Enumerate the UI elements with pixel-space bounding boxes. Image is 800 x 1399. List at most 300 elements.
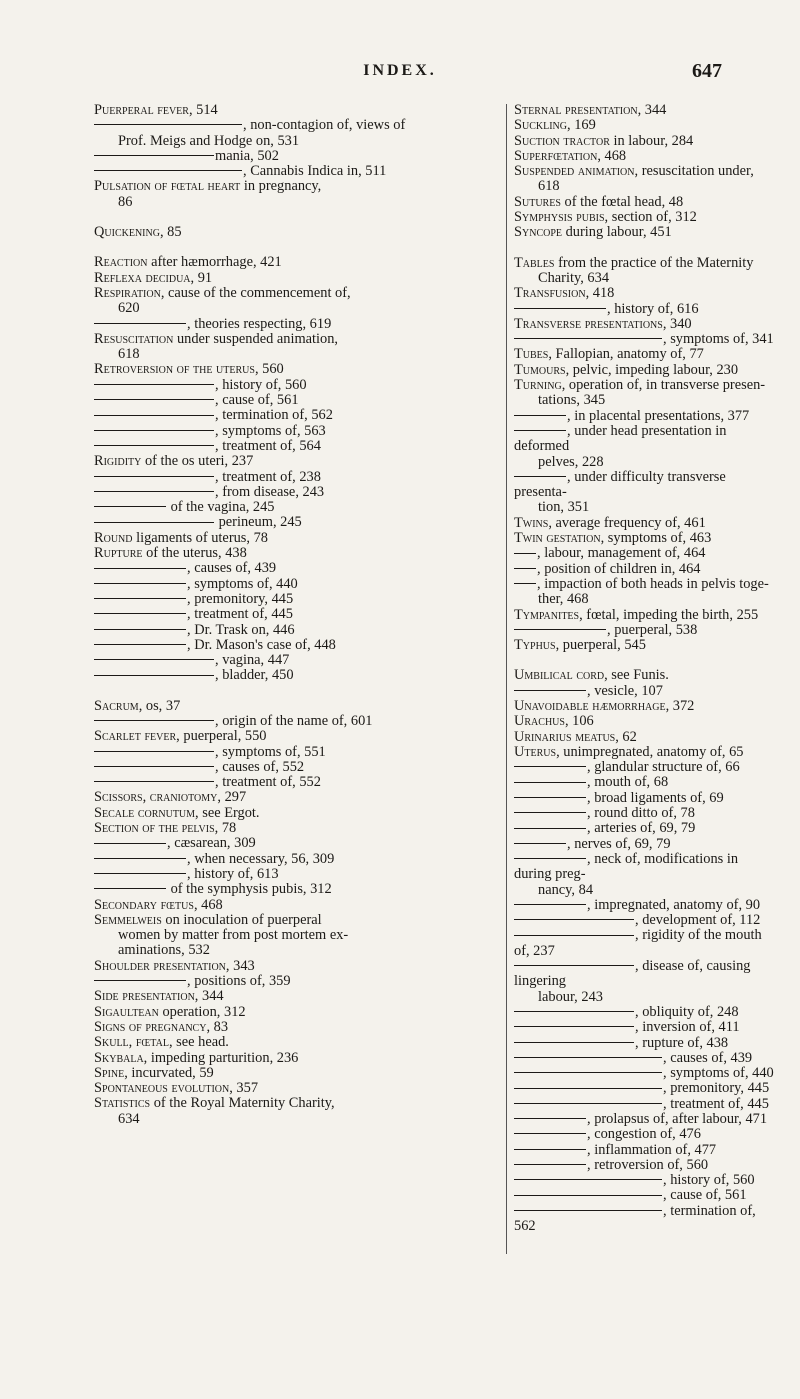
index-locator: , 78 bbox=[214, 820, 237, 837]
index-subentry bbox=[514, 1173, 776, 1188]
index-locator: , nerves of, 69, 79 bbox=[567, 835, 671, 852]
index-locator: , cause of, 561 bbox=[215, 392, 299, 409]
index-headword: Twin gestation bbox=[514, 530, 601, 547]
ditto-rule bbox=[94, 415, 214, 416]
index-subentry bbox=[514, 837, 776, 852]
index-headword: Reflexa decidua bbox=[94, 269, 191, 286]
ditto-rule bbox=[514, 904, 586, 905]
index-subentry bbox=[94, 515, 496, 530]
index-locator: from the practice of the Maternity bbox=[554, 254, 754, 271]
index-locator: , 357 bbox=[229, 1080, 259, 1097]
index-subentry bbox=[514, 852, 776, 883]
ditto-rule bbox=[94, 583, 186, 584]
ditto-rule bbox=[514, 1210, 662, 1211]
ditto-rule bbox=[94, 445, 214, 446]
index-locator: of the vagina, 245 bbox=[167, 499, 275, 516]
ditto-rule bbox=[94, 720, 214, 721]
index-subentry bbox=[514, 806, 776, 821]
index-entry bbox=[514, 149, 776, 164]
ditto-rule bbox=[514, 797, 586, 798]
index-locator: , round ditto of, 78 bbox=[587, 805, 695, 822]
index-entry-continuation bbox=[514, 592, 776, 607]
index-locator: , 85 bbox=[159, 224, 182, 241]
index-entry bbox=[514, 118, 776, 133]
index-entry-continuation bbox=[94, 347, 496, 362]
ditto-rule bbox=[94, 781, 214, 782]
index-subentry bbox=[94, 760, 496, 775]
index-locator: of the os uteri, 237 bbox=[141, 453, 254, 470]
ditto-rule bbox=[514, 583, 536, 584]
index-locator: , 169 bbox=[567, 117, 596, 134]
index-locator: , cause of, 561 bbox=[663, 1187, 747, 1204]
ditto-rule bbox=[94, 598, 186, 599]
index-locator: , treatment of, 564 bbox=[215, 437, 321, 454]
index-locator: ligaments of uterus, 78 bbox=[132, 529, 268, 546]
index-locator: , under head presentation in deformed bbox=[514, 422, 727, 455]
index-entry bbox=[94, 1051, 496, 1066]
index-entry bbox=[514, 714, 776, 729]
index-entry-continuation bbox=[94, 943, 496, 958]
index-locator: , see head. bbox=[168, 1034, 229, 1051]
index-locator: , 91 bbox=[190, 269, 213, 286]
index-locator: , broad ligaments of, 69 bbox=[587, 789, 724, 806]
index-locator: 620 bbox=[118, 300, 140, 317]
ditto-rule bbox=[94, 522, 214, 523]
index-subentry bbox=[514, 1066, 776, 1081]
index-headword: Suckling bbox=[514, 117, 567, 134]
index-locator: , resuscitation under, bbox=[634, 163, 754, 180]
index-locator: , 343 bbox=[225, 957, 255, 974]
index-subentry bbox=[514, 470, 776, 501]
ditto-rule bbox=[514, 690, 586, 691]
index-subentry bbox=[94, 623, 496, 638]
ditto-rule bbox=[94, 170, 242, 171]
index-locator: mania, 502 bbox=[215, 147, 279, 164]
ditto-rule bbox=[514, 553, 536, 554]
ditto-rule bbox=[94, 858, 186, 859]
column-divider bbox=[506, 104, 507, 1254]
index-locator: after hæmorrhage, 421 bbox=[147, 254, 282, 271]
index-locator: , impeding parturition, 236 bbox=[143, 1049, 299, 1066]
index-locator: , symptoms of, 440 bbox=[663, 1065, 774, 1082]
index-locator: of the symphysis pubis, 312 bbox=[167, 881, 332, 898]
index-locator: , rupture of, 438 bbox=[635, 1034, 729, 1051]
index-headword: Tympanites bbox=[514, 606, 580, 623]
ditto-rule bbox=[514, 1072, 662, 1073]
index-headword: Quickening bbox=[94, 224, 160, 241]
index-locator: , treatment of, 445 bbox=[663, 1095, 769, 1112]
index-locator: , vesicle, 107 bbox=[587, 682, 663, 699]
index-locator: , 560 bbox=[254, 361, 284, 378]
index-headword: Umbilical cord bbox=[514, 667, 605, 684]
index-locator: , unimpregnated, anatomy of, 65 bbox=[556, 743, 744, 760]
index-locator: , congestion of, 476 bbox=[587, 1126, 701, 1143]
index-subentry bbox=[514, 791, 776, 806]
index-locator: , puerperal, 538 bbox=[607, 621, 698, 638]
index-subentry bbox=[94, 592, 496, 607]
index-locator: , retroversion of, 560 bbox=[587, 1156, 709, 1173]
ditto-rule bbox=[514, 828, 586, 829]
index-entry bbox=[514, 699, 776, 714]
index-locator: , 344 bbox=[637, 102, 667, 118]
index-locator: , puerperal, 545 bbox=[555, 637, 646, 654]
index-entry bbox=[514, 134, 776, 149]
index-headword: Tables bbox=[514, 254, 555, 271]
index-locator: , history of, 560 bbox=[663, 1172, 755, 1189]
index-entry bbox=[94, 790, 496, 805]
ditto-rule bbox=[514, 1164, 586, 1165]
ditto-rule bbox=[514, 1195, 662, 1196]
index-locator: , rigidity of the mouth of, 237 bbox=[514, 927, 762, 959]
ditto-rule bbox=[94, 399, 214, 400]
index-column-left bbox=[94, 103, 496, 1127]
index-entry-continuation bbox=[94, 928, 496, 943]
index-locator: , impregnated, anatomy of, 90 bbox=[587, 896, 761, 913]
index-locator: , origin of the name of, 601 bbox=[215, 712, 373, 729]
index-locator: , neck of, modifications in during preg- bbox=[514, 850, 739, 883]
index-subentry bbox=[514, 562, 776, 577]
index-locator: 618 bbox=[118, 346, 140, 363]
index-locator: Prof. Meigs and Hodge on, 531 bbox=[118, 132, 300, 149]
index-subentry bbox=[94, 408, 496, 423]
index-subentry bbox=[94, 393, 496, 408]
index-locator: , see Funis. bbox=[604, 667, 669, 684]
index-locator: ther, 468 bbox=[538, 591, 589, 608]
index-locator: , incurvated, 59 bbox=[124, 1064, 214, 1081]
ditto-rule bbox=[94, 613, 186, 614]
index-locator: , treatment of, 238 bbox=[215, 468, 321, 485]
index-subentry bbox=[94, 745, 496, 760]
ditto-rule bbox=[94, 980, 186, 981]
index-subentry bbox=[514, 1097, 776, 1112]
index-entry bbox=[514, 164, 776, 179]
index-locator: , when necessary, 56, 309 bbox=[187, 850, 335, 867]
index-subentry bbox=[514, 424, 776, 455]
index-subentry bbox=[94, 867, 496, 882]
index-entry bbox=[94, 898, 496, 913]
index-headword: Urachus bbox=[514, 713, 565, 730]
index-locator: nancy, 84 bbox=[538, 881, 594, 898]
index-entry bbox=[94, 1035, 496, 1050]
index-entry-continuation bbox=[94, 134, 496, 149]
index-entry bbox=[94, 271, 496, 286]
index-headword: Unavoidable hæmorrhage bbox=[514, 697, 666, 714]
index-locator: , disease of, causing lingering bbox=[514, 958, 751, 990]
ditto-rule bbox=[514, 782, 586, 783]
index-entry bbox=[514, 668, 776, 683]
index-entry bbox=[514, 347, 776, 362]
index-locator: tations, 345 bbox=[538, 392, 606, 409]
index-subentry bbox=[514, 928, 776, 959]
ditto-rule bbox=[514, 965, 634, 966]
index-headword: Retroversion of the uterus bbox=[94, 361, 255, 378]
index-locator: , treatment of, 445 bbox=[187, 606, 293, 623]
ditto-rule bbox=[94, 506, 166, 507]
index-locator: , symptoms of, 563 bbox=[215, 422, 326, 439]
index-subentry bbox=[94, 836, 496, 851]
index-headword: Respiration bbox=[94, 284, 161, 301]
ditto-rule bbox=[94, 491, 214, 492]
index-entry bbox=[514, 103, 776, 118]
index-subentry bbox=[514, 302, 776, 317]
ditto-rule bbox=[94, 659, 214, 660]
index-locator: , prolapsus of, after labour, 471 bbox=[587, 1111, 768, 1127]
index-headword: Syncope bbox=[514, 224, 563, 241]
ditto-rule bbox=[514, 1026, 634, 1027]
ditto-rule bbox=[94, 629, 186, 630]
index-locator: , causes of, 439 bbox=[187, 560, 277, 577]
index-entry bbox=[94, 959, 496, 974]
index-locator: , mouth of, 68 bbox=[587, 774, 669, 791]
index-entry bbox=[514, 730, 776, 745]
index-locator: , 372 bbox=[665, 697, 695, 714]
index-entry bbox=[94, 989, 496, 1004]
index-subentry bbox=[94, 317, 496, 332]
ditto-rule bbox=[514, 1133, 586, 1134]
ditto-rule bbox=[514, 1057, 662, 1058]
index-locator: , 340 bbox=[662, 315, 692, 332]
index-locator: 634 bbox=[118, 1110, 140, 1127]
index-subentry bbox=[94, 424, 496, 439]
index-locator: , Cannabis Indica in, 511 bbox=[243, 163, 387, 180]
index-locator: , 468 bbox=[193, 896, 223, 913]
index-entry bbox=[94, 362, 496, 377]
index-subentry bbox=[514, 775, 776, 790]
index-entry bbox=[94, 225, 496, 240]
index-locator: , symptoms of, 463 bbox=[600, 530, 712, 547]
index-locator: , theories respecting, 619 bbox=[187, 315, 332, 332]
index-subentry bbox=[94, 852, 496, 867]
index-entry bbox=[94, 531, 496, 546]
index-entry bbox=[514, 516, 776, 531]
index-locator: , impaction of both heads in pelvis toge- bbox=[537, 575, 769, 592]
index-headword: Tubes bbox=[514, 346, 549, 363]
ditto-rule bbox=[514, 843, 566, 844]
ditto-rule bbox=[514, 1011, 634, 1012]
index-subentry bbox=[514, 409, 776, 424]
ditto-rule bbox=[514, 766, 586, 767]
index-headword: Scarlet fever bbox=[94, 728, 177, 745]
index-subentry bbox=[94, 439, 496, 454]
index-entry bbox=[94, 806, 496, 821]
index-headword: Round bbox=[94, 529, 133, 546]
ditto-rule bbox=[94, 873, 186, 874]
index-locator: , cause of the commencement of, bbox=[160, 284, 351, 301]
index-entry bbox=[514, 745, 776, 760]
index-headword: Turning bbox=[514, 377, 562, 394]
ditto-rule bbox=[94, 675, 214, 676]
ditto-rule bbox=[94, 476, 214, 477]
index-locator: , operation of, in transverse presen- bbox=[561, 377, 766, 394]
ditto-rule bbox=[94, 430, 214, 431]
index-subentry bbox=[94, 500, 496, 515]
index-headword: Superfœtation bbox=[514, 147, 598, 164]
ditto-rule bbox=[514, 430, 566, 431]
index-entry-continuation bbox=[94, 195, 496, 210]
index-locator: , causes of, 439 bbox=[663, 1049, 753, 1066]
index-headword: Sigaultean bbox=[94, 1003, 159, 1020]
index-entry bbox=[514, 531, 776, 546]
index-locator: , 418 bbox=[585, 285, 615, 302]
index-headword: Urinarius meatus bbox=[514, 728, 616, 745]
index-entry bbox=[94, 255, 496, 270]
index-locator: , Dr. Mason's case of, 448 bbox=[187, 636, 336, 653]
ditto-rule bbox=[94, 751, 214, 752]
index-headword: Transverse presentations bbox=[514, 315, 663, 332]
ditto-rule bbox=[514, 858, 586, 859]
index-headword: Rupture bbox=[94, 545, 143, 562]
index-locator: , symptoms of, 440 bbox=[187, 575, 298, 592]
index-subentry bbox=[514, 821, 776, 836]
index-entry bbox=[94, 1020, 496, 1035]
index-headword: Puerperal fever bbox=[94, 102, 189, 118]
index-locator: , average frequency of, 461 bbox=[548, 514, 706, 531]
index-locator: , obliquity of, 248 bbox=[635, 1003, 739, 1020]
index-locator: , bladder, 450 bbox=[215, 667, 294, 684]
index-locator: , non-contagion of, views of bbox=[243, 117, 406, 134]
index-entry bbox=[94, 699, 496, 714]
index-headword: Rigidity bbox=[94, 453, 142, 470]
index-headword: Uterus bbox=[514, 743, 557, 760]
index-subentry bbox=[514, 1051, 776, 1066]
index-locator: , section of, 312 bbox=[604, 209, 697, 226]
index-entry bbox=[94, 1081, 496, 1096]
ditto-rule bbox=[514, 1179, 662, 1180]
index-locator: of the Royal Maternity Charity, bbox=[150, 1095, 335, 1112]
index-locator: , 514 bbox=[188, 102, 218, 118]
index-locator: , development of, 112 bbox=[635, 912, 761, 929]
index-entry bbox=[94, 1096, 496, 1111]
index-headword: Transfusion bbox=[514, 285, 586, 302]
index-headword: Skybala bbox=[94, 1049, 144, 1066]
index-locator: , 106 bbox=[564, 713, 594, 730]
index-subentry bbox=[514, 684, 776, 699]
index-locator: , premonitory, 445 bbox=[663, 1080, 770, 1097]
index-entry bbox=[514, 286, 776, 301]
index-headword: Side presentation bbox=[94, 988, 195, 1005]
index-locator: in labour, 284 bbox=[609, 132, 694, 149]
index-locator: , vagina, 447 bbox=[215, 652, 290, 669]
index-locator: , treatment of, 552 bbox=[215, 774, 321, 791]
index-headword: Tumours bbox=[514, 361, 566, 378]
ditto-rule bbox=[514, 568, 536, 569]
index-headword: Scissors, craniotomy bbox=[94, 789, 218, 806]
ditto-rule bbox=[94, 384, 214, 385]
index-entry-continuation bbox=[514, 883, 776, 898]
ditto-rule bbox=[514, 1042, 634, 1043]
index-headword: Spontaneous evolution bbox=[94, 1080, 230, 1097]
index-subentry bbox=[94, 577, 496, 592]
ditto-rule bbox=[94, 766, 214, 767]
index-locator: , history of, 616 bbox=[607, 300, 699, 317]
ditto-rule bbox=[514, 338, 662, 339]
index-locator: , from disease, 243 bbox=[215, 483, 325, 500]
ditto-rule bbox=[514, 629, 606, 630]
ditto-rule bbox=[514, 935, 634, 936]
ditto-rule bbox=[514, 308, 606, 309]
page-header bbox=[0, 58, 800, 86]
index-subentry bbox=[514, 623, 776, 638]
index-locator: , see Ergot. bbox=[195, 804, 260, 821]
index-headword: Resuscitation bbox=[94, 330, 174, 347]
index-subentry bbox=[94, 378, 496, 393]
index-locator: , cæsarean, 309 bbox=[167, 835, 256, 852]
index-entry bbox=[94, 546, 496, 561]
index-locator: , fœtal, impeding the birth, 255 bbox=[579, 606, 759, 623]
index-locator: of the fœtal head, 48 bbox=[560, 193, 684, 210]
index-entry-continuation bbox=[94, 1112, 496, 1127]
index-locator: in pregnancy, bbox=[240, 178, 322, 195]
index-subentry bbox=[514, 913, 776, 928]
index-headword: Suspended animation bbox=[514, 163, 635, 180]
index-column-right bbox=[514, 103, 776, 1234]
index-subentry bbox=[94, 607, 496, 622]
page-title: INDEX. bbox=[363, 62, 437, 79]
index-locator: 618 bbox=[538, 178, 560, 195]
index-entry-continuation bbox=[94, 301, 496, 316]
index-entry-continuation bbox=[514, 179, 776, 194]
index-locator: Charity, 634 bbox=[538, 269, 610, 286]
ditto-rule bbox=[514, 1103, 662, 1104]
ditto-rule bbox=[94, 843, 166, 844]
index-subentry bbox=[94, 164, 496, 179]
index-subentry bbox=[94, 668, 496, 683]
index-locator: labour, 243 bbox=[538, 988, 603, 1005]
index-entry-continuation bbox=[514, 393, 776, 408]
index-locator: , termination of, 562 bbox=[215, 407, 333, 424]
index-locator: , history of, 613 bbox=[187, 865, 279, 882]
index-locator: , labour, management of, 464 bbox=[537, 545, 706, 562]
ditto-rule bbox=[514, 1118, 586, 1119]
index-locator: under suspended animation, bbox=[173, 330, 339, 347]
index-locator: , arteries of, 69, 79 bbox=[587, 820, 696, 837]
index-locator: , 62 bbox=[615, 728, 637, 745]
ditto-rule bbox=[94, 124, 242, 125]
index-subentry bbox=[514, 1143, 776, 1158]
index-subentry bbox=[94, 470, 496, 485]
index-subentry bbox=[514, 1188, 776, 1203]
index-locator: , termination of, 562 bbox=[514, 1202, 756, 1235]
index-entry bbox=[514, 195, 776, 210]
index-headword: Skull, fœtal bbox=[94, 1034, 169, 1051]
index-entry bbox=[514, 363, 776, 378]
index-headword: Reaction bbox=[94, 254, 148, 271]
index-subentry bbox=[514, 1112, 776, 1127]
ditto-rule bbox=[514, 476, 566, 477]
index-headword: Spine bbox=[94, 1064, 125, 1081]
index-locator: tion, 351 bbox=[538, 499, 590, 516]
index-locator: , premonitory, 445 bbox=[187, 590, 294, 607]
index-headword: Statistics bbox=[94, 1095, 151, 1112]
index-locator: , in placental presentations, 377 bbox=[567, 407, 750, 424]
index-locator: , under difficulty transverse presenta- bbox=[514, 468, 726, 501]
index-subentry bbox=[94, 714, 496, 729]
index-subentry bbox=[514, 1020, 776, 1035]
index-entry bbox=[514, 317, 776, 332]
ditto-rule bbox=[94, 155, 214, 156]
index-subentry bbox=[94, 118, 496, 133]
index-entry bbox=[514, 608, 776, 623]
index-entry bbox=[94, 1066, 496, 1081]
index-entry bbox=[94, 103, 496, 118]
index-entry bbox=[94, 913, 496, 928]
index-entry bbox=[94, 1005, 496, 1020]
index-subentry bbox=[514, 332, 776, 347]
index-entry bbox=[94, 454, 496, 469]
index-locator: , inversion of, 411 bbox=[635, 1019, 740, 1036]
index-entry bbox=[94, 179, 496, 194]
index-locator: , position of children in, 464 bbox=[537, 560, 701, 577]
